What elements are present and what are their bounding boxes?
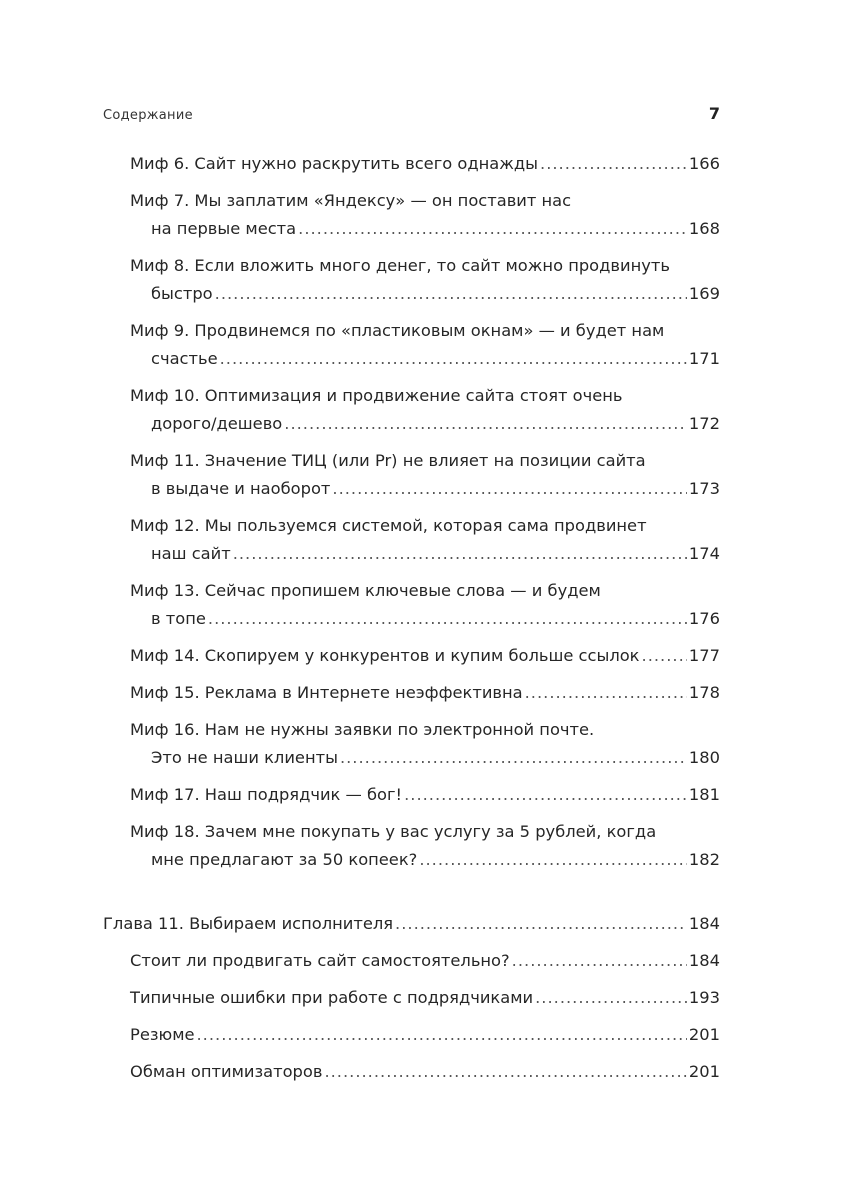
toc-entry-title: Миф 15. Реклама в Интернете неэффективна [130,683,523,702]
toc-entry-myth-9[interactable] [103,317,720,373]
toc-entry-title: Миф 17. Наш подрядчик — бог! [130,785,403,804]
page-number: 7 [708,104,720,123]
toc-entry-myth-8[interactable] [103,252,720,308]
leader-dots [395,910,687,938]
toc-entry-myth-13[interactable] [103,577,720,633]
toc-entry-page: 184 [688,951,720,970]
chapter-title: Выбираем исполнителя [189,914,394,933]
toc-entry-title-line1: Миф 11. Значение ТИЦ (или Pr) не влияет на позиции сайта [130,451,646,470]
toc-chapter-11[interactable] [103,910,720,938]
toc-entry-myth-12[interactable] [103,512,720,568]
toc-entry-title-line2: мне предлагают за 50 копеек? [151,850,418,869]
toc-entry-page: 201 [688,1025,720,1044]
toc-entry-title: Типичные ошибки при работе с подрядчиками [130,988,534,1007]
toc-entry-title-line2: в топе [151,609,206,628]
toc-entry-myth-11[interactable] [103,447,720,503]
toc-entry-title-line2: быстро [151,284,213,303]
leader-dots [215,280,687,308]
toc-entry-myth-14[interactable] [103,642,720,670]
leader-dots [197,1021,687,1049]
toc-entry-title: Миф 14. Скопируем у конкурентов и купим больше ссылок [130,646,640,665]
toc-entry-self-promotion[interactable] [103,947,720,975]
toc-entry-title: Обман оптимизаторов [130,1062,323,1081]
leader-dots [525,679,687,707]
leader-dots [220,345,687,373]
toc-entry-page: 174 [688,544,720,563]
toc-entry-title-line1: Миф 12. Мы пользуемся системой, которая сама продвинет [130,516,647,535]
toc-entry-title-line2: Это не наши клиенты [151,748,338,767]
page-header [103,104,720,123]
leader-dots [340,744,687,772]
toc-entry-page: 193 [688,988,720,1007]
leader-dots [298,215,687,243]
toc-entry-title-line2: дорого/дешево [151,414,283,433]
toc-entry-page: 176 [688,609,720,628]
toc-entry-typical-mistakes[interactable] [103,984,720,1012]
leader-dots [419,846,687,874]
toc-entry-myth-7[interactable] [103,187,720,243]
leader-dots [208,605,687,633]
chapter-label: Глава 11. [103,914,184,933]
toc-entry-title-line2: наш сайт [151,544,231,563]
toc-entry-title-line1: Миф 16. Нам не нужны заявки по электронной почте. [130,720,595,739]
toc-entry-page: 169 [688,284,720,303]
toc-entry-page: 168 [688,219,720,238]
toc-entry-page: 171 [688,349,720,368]
toc-entry-title-line1: Миф 9. Продвинемся по «пластиковым окнам» — и будет нам [130,321,665,340]
table-of-contents [103,150,720,1095]
toc-entry-myth-15[interactable] [103,679,720,707]
toc-entry-title-line1: Миф 18. Зачем мне покупать у вас услугу за 5 рублей, когда [130,822,657,841]
toc-entry-summary[interactable] [103,1021,720,1049]
toc-entry-title-line2: в выдаче и наоборот [151,479,331,498]
toc-entry-optimizer-fraud[interactable] [103,1058,720,1086]
toc-entry-page: 181 [688,785,720,804]
leader-dots [284,410,687,438]
toc-entry-title-line2: счастье [151,349,218,368]
toc-entry-page: 180 [688,748,720,767]
toc-entry-page: 172 [688,414,720,433]
leader-dots [332,475,687,503]
toc-entry-page: 178 [688,683,720,702]
toc-entry-myth-17[interactable] [103,781,720,809]
toc-entry-page: 173 [688,479,720,498]
leader-dots [642,642,687,670]
leader-dots [404,781,687,809]
leader-dots [512,947,687,975]
toc-entry-myth-6[interactable] [103,150,720,178]
toc-entry-myth-16[interactable] [103,716,720,772]
toc-entry-title: Миф 6. Сайт нужно раскрутить всего однажды [130,154,539,173]
leader-dots [535,984,687,1012]
toc-entry-title-line1: Миф 10. Оптимизация и продвижение сайта стоят очень [130,386,623,405]
leader-dots [233,540,687,568]
toc-entry-title-line1: Миф 8. Если вложить много денег, то сайт можно продвинуть [130,256,670,275]
running-title: Содержание [103,108,193,123]
toc-entry-page: 201 [688,1062,720,1081]
leader-dots [540,150,687,178]
toc-entry-myth-18[interactable] [103,818,720,874]
toc-entry-page: 166 [688,154,720,173]
chapter-page: 184 [688,914,720,933]
toc-entry-title: Резюме [130,1025,195,1044]
leader-dots [324,1058,686,1086]
toc-entry-myth-10[interactable] [103,382,720,438]
toc-entry-page: 177 [688,646,720,665]
toc-entry-title-line2: на первые места [151,219,297,238]
toc-entry-page: 182 [688,850,720,869]
toc-entry-title-line1: Миф 7. Мы заплатим «Яндексу» — он поставит нас [130,191,572,210]
toc-entry-title: Стоит ли продвигать сайт самостоятельно? [130,951,510,970]
toc-entry-title-line1: Миф 13. Сейчас пропишем ключевые слова — и будем [130,581,601,600]
